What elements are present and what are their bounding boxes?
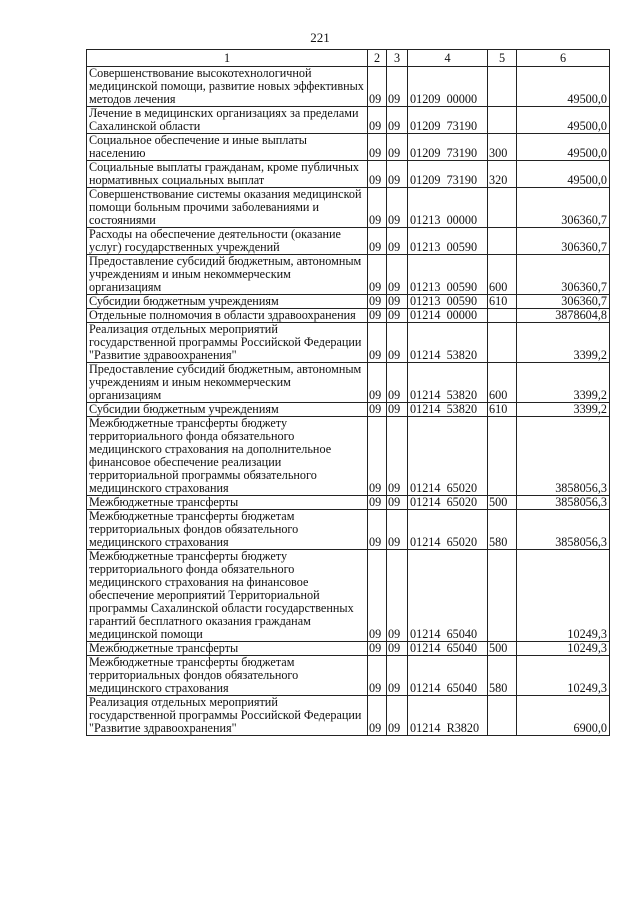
subsection-code-cell: 09 [387, 161, 408, 188]
amount-cell: 306360,7 [517, 255, 610, 295]
row-name-cell: Межбюджетные трансферты бюджетам территориальных фондов обязательного медицинского страхования [87, 656, 368, 696]
target-article-cell: 01214 65020 [408, 510, 488, 550]
section-code-cell: 09 [368, 107, 387, 134]
target-article-cell: 01214 R3820 [408, 696, 488, 736]
table-row [87, 696, 610, 736]
subsection-code-cell: 09 [387, 696, 408, 736]
column-header-2: 2 [368, 50, 387, 67]
table-header-row [87, 50, 610, 67]
budget-table [86, 49, 610, 736]
row-name-cell: Предоставление субсидий бюджетным, автономным учреждениям и иным некоммерческим организациям [87, 363, 368, 403]
amount-cell: 3399,2 [517, 323, 610, 363]
subsection-code-cell: 09 [387, 510, 408, 550]
subsection-code-cell: 09 [387, 134, 408, 161]
subsection-code-cell: 09 [387, 67, 408, 107]
target-article-cell: 01214 65020 [408, 417, 488, 496]
section-code-cell: 09 [368, 363, 387, 403]
row-name-cell: Отдельные полномочия в области здравоохранения [87, 309, 368, 323]
row-name-cell: Предоставление субсидий бюджетным, автономным учреждениям и иным некоммерческим организациям [87, 255, 368, 295]
expense-type-cell [488, 417, 517, 496]
row-name-cell: Межбюджетные трансферты бюджетам территориальных фондов обязательного медицинского страхования [87, 510, 368, 550]
row-name-cell: Лечение в медицинских организациях за пределами Сахалинской области [87, 107, 368, 134]
column-header-3: 3 [387, 50, 408, 67]
expense-type-cell: 300 [488, 134, 517, 161]
amount-cell: 49500,0 [517, 134, 610, 161]
row-name-cell: Совершенствование высокотехнологичной медицинской помощи, развитие новых эффективных методов лечения [87, 67, 368, 107]
section-code-cell: 09 [368, 510, 387, 550]
table-row [87, 107, 610, 134]
amount-cell: 3399,2 [517, 403, 610, 417]
amount-cell: 49500,0 [517, 107, 610, 134]
target-article-cell: 01209 00000 [408, 67, 488, 107]
subsection-code-cell: 09 [387, 188, 408, 228]
row-name-cell: Реализация отдельных мероприятий государственной программы Российской Федерации "Развитие здравоохранения" [87, 696, 368, 736]
expense-type-cell: 580 [488, 656, 517, 696]
expense-type-cell [488, 188, 517, 228]
page-number: 221 [310, 30, 330, 45]
column-header-5: 5 [488, 50, 517, 67]
expense-type-cell [488, 107, 517, 134]
target-article-cell: 01209 73190 [408, 161, 488, 188]
expense-type-cell: 600 [488, 255, 517, 295]
table-row [87, 255, 610, 295]
table-row [87, 363, 610, 403]
subsection-code-cell: 09 [387, 309, 408, 323]
amount-cell: 306360,7 [517, 228, 610, 255]
subsection-code-cell: 09 [387, 323, 408, 363]
section-code-cell: 09 [368, 550, 387, 642]
table-row [87, 295, 610, 309]
subsection-code-cell: 09 [387, 642, 408, 656]
expense-type-cell [488, 309, 517, 323]
expense-type-cell [488, 67, 517, 107]
target-article-cell: 01213 00590 [408, 255, 488, 295]
subsection-code-cell: 09 [387, 403, 408, 417]
column-header-6: 6 [517, 50, 610, 67]
row-name-cell: Субсидии бюджетным учреждениям [87, 403, 368, 417]
table-row [87, 417, 610, 496]
expense-type-cell: 500 [488, 496, 517, 510]
table-row [87, 323, 610, 363]
expense-type-cell: 320 [488, 161, 517, 188]
table-row [87, 550, 610, 642]
target-article-cell: 01209 73190 [408, 134, 488, 161]
section-code-cell: 09 [368, 403, 387, 417]
amount-cell: 49500,0 [517, 161, 610, 188]
section-code-cell: 09 [368, 161, 387, 188]
subsection-code-cell: 09 [387, 656, 408, 696]
row-name-cell: Реализация отдельных мероприятий государственной программы Российской Федерации "Развитие здравоохранения" [87, 323, 368, 363]
amount-cell: 3858056,3 [517, 510, 610, 550]
row-name-cell: Социальные выплаты гражданам, кроме публичных нормативных социальных выплат [87, 161, 368, 188]
target-article-cell: 01214 65040 [408, 642, 488, 656]
target-article-cell: 01213 00590 [408, 295, 488, 309]
row-name-cell: Межбюджетные трансферты [87, 642, 368, 656]
target-article-cell: 01213 00000 [408, 188, 488, 228]
subsection-code-cell: 09 [387, 255, 408, 295]
table-body [87, 67, 610, 736]
section-code-cell: 09 [368, 417, 387, 496]
table-row [87, 161, 610, 188]
target-article-cell: 01209 73190 [408, 107, 488, 134]
section-code-cell: 09 [368, 642, 387, 656]
amount-cell: 49500,0 [517, 67, 610, 107]
expense-type-cell [488, 323, 517, 363]
table-row [87, 496, 610, 510]
subsection-code-cell: 09 [387, 363, 408, 403]
expense-type-cell: 500 [488, 642, 517, 656]
subsection-code-cell: 09 [387, 496, 408, 510]
expense-type-cell: 610 [488, 295, 517, 309]
target-article-cell: 01214 53820 [408, 363, 488, 403]
section-code-cell: 09 [368, 295, 387, 309]
table-row [87, 67, 610, 107]
row-name-cell: Субсидии бюджетным учреждениям [87, 295, 368, 309]
section-code-cell: 09 [368, 309, 387, 323]
table-row [87, 656, 610, 696]
row-name-cell: Социальное обеспечение и иные выплаты населению [87, 134, 368, 161]
section-code-cell: 09 [368, 188, 387, 228]
row-name-cell: Межбюджетные трансферты бюджету территориального фонда обязательного медицинского страхования на дополнительное финансовое обеспечение реализации территориальной программы обязательного медицинского страхования [87, 417, 368, 496]
section-code-cell: 09 [368, 255, 387, 295]
table-row [87, 510, 610, 550]
target-article-cell: 01214 65040 [408, 656, 488, 696]
amount-cell: 10249,3 [517, 642, 610, 656]
amount-cell: 3399,2 [517, 363, 610, 403]
expense-type-cell [488, 550, 517, 642]
row-name-cell: Межбюджетные трансферты бюджету территориального фонда обязательного медицинского страхования на финансовое обеспечение мероприятий Территориальной программы Сахалинской области государственных гарантий бесплатного оказания гражданам медицинской помощи [87, 550, 368, 642]
table-row [87, 403, 610, 417]
expense-type-cell: 610 [488, 403, 517, 417]
amount-cell: 306360,7 [517, 188, 610, 228]
section-code-cell: 09 [368, 496, 387, 510]
expense-type-cell: 600 [488, 363, 517, 403]
column-header-1: 1 [87, 50, 368, 67]
amount-cell: 10249,3 [517, 550, 610, 642]
target-article-cell: 01213 00590 [408, 228, 488, 255]
section-code-cell: 09 [368, 696, 387, 736]
target-article-cell: 01214 53820 [408, 403, 488, 417]
section-code-cell: 09 [368, 134, 387, 161]
subsection-code-cell: 09 [387, 107, 408, 134]
row-name-cell: Межбюджетные трансферты [87, 496, 368, 510]
target-article-cell: 01214 65020 [408, 496, 488, 510]
amount-cell: 3878604,8 [517, 309, 610, 323]
column-header-4: 4 [408, 50, 488, 67]
subsection-code-cell: 09 [387, 228, 408, 255]
row-name-cell: Расходы на обеспечение деятельности (оказание услуг) государственных учреждений [87, 228, 368, 255]
amount-cell: 3858056,3 [517, 496, 610, 510]
expense-type-cell: 580 [488, 510, 517, 550]
subsection-code-cell: 09 [387, 550, 408, 642]
table-row [87, 134, 610, 161]
section-code-cell: 09 [368, 228, 387, 255]
subsection-code-cell: 09 [387, 295, 408, 309]
table-row [87, 309, 610, 323]
amount-cell: 6900,0 [517, 696, 610, 736]
target-article-cell: 01214 00000 [408, 309, 488, 323]
amount-cell: 306360,7 [517, 295, 610, 309]
section-code-cell: 09 [368, 67, 387, 107]
table-row [87, 228, 610, 255]
amount-cell: 10249,3 [517, 656, 610, 696]
expense-type-cell [488, 696, 517, 736]
expense-type-cell [488, 228, 517, 255]
table-row [87, 188, 610, 228]
section-code-cell: 09 [368, 656, 387, 696]
table-row [87, 642, 610, 656]
section-code-cell: 09 [368, 323, 387, 363]
subsection-code-cell: 09 [387, 417, 408, 496]
target-article-cell: 01214 65040 [408, 550, 488, 642]
row-name-cell: Совершенствование системы оказания медицинской помощи больным прочими заболеваниями и состояниями [87, 188, 368, 228]
amount-cell: 3858056,3 [517, 417, 610, 496]
target-article-cell: 01214 53820 [408, 323, 488, 363]
